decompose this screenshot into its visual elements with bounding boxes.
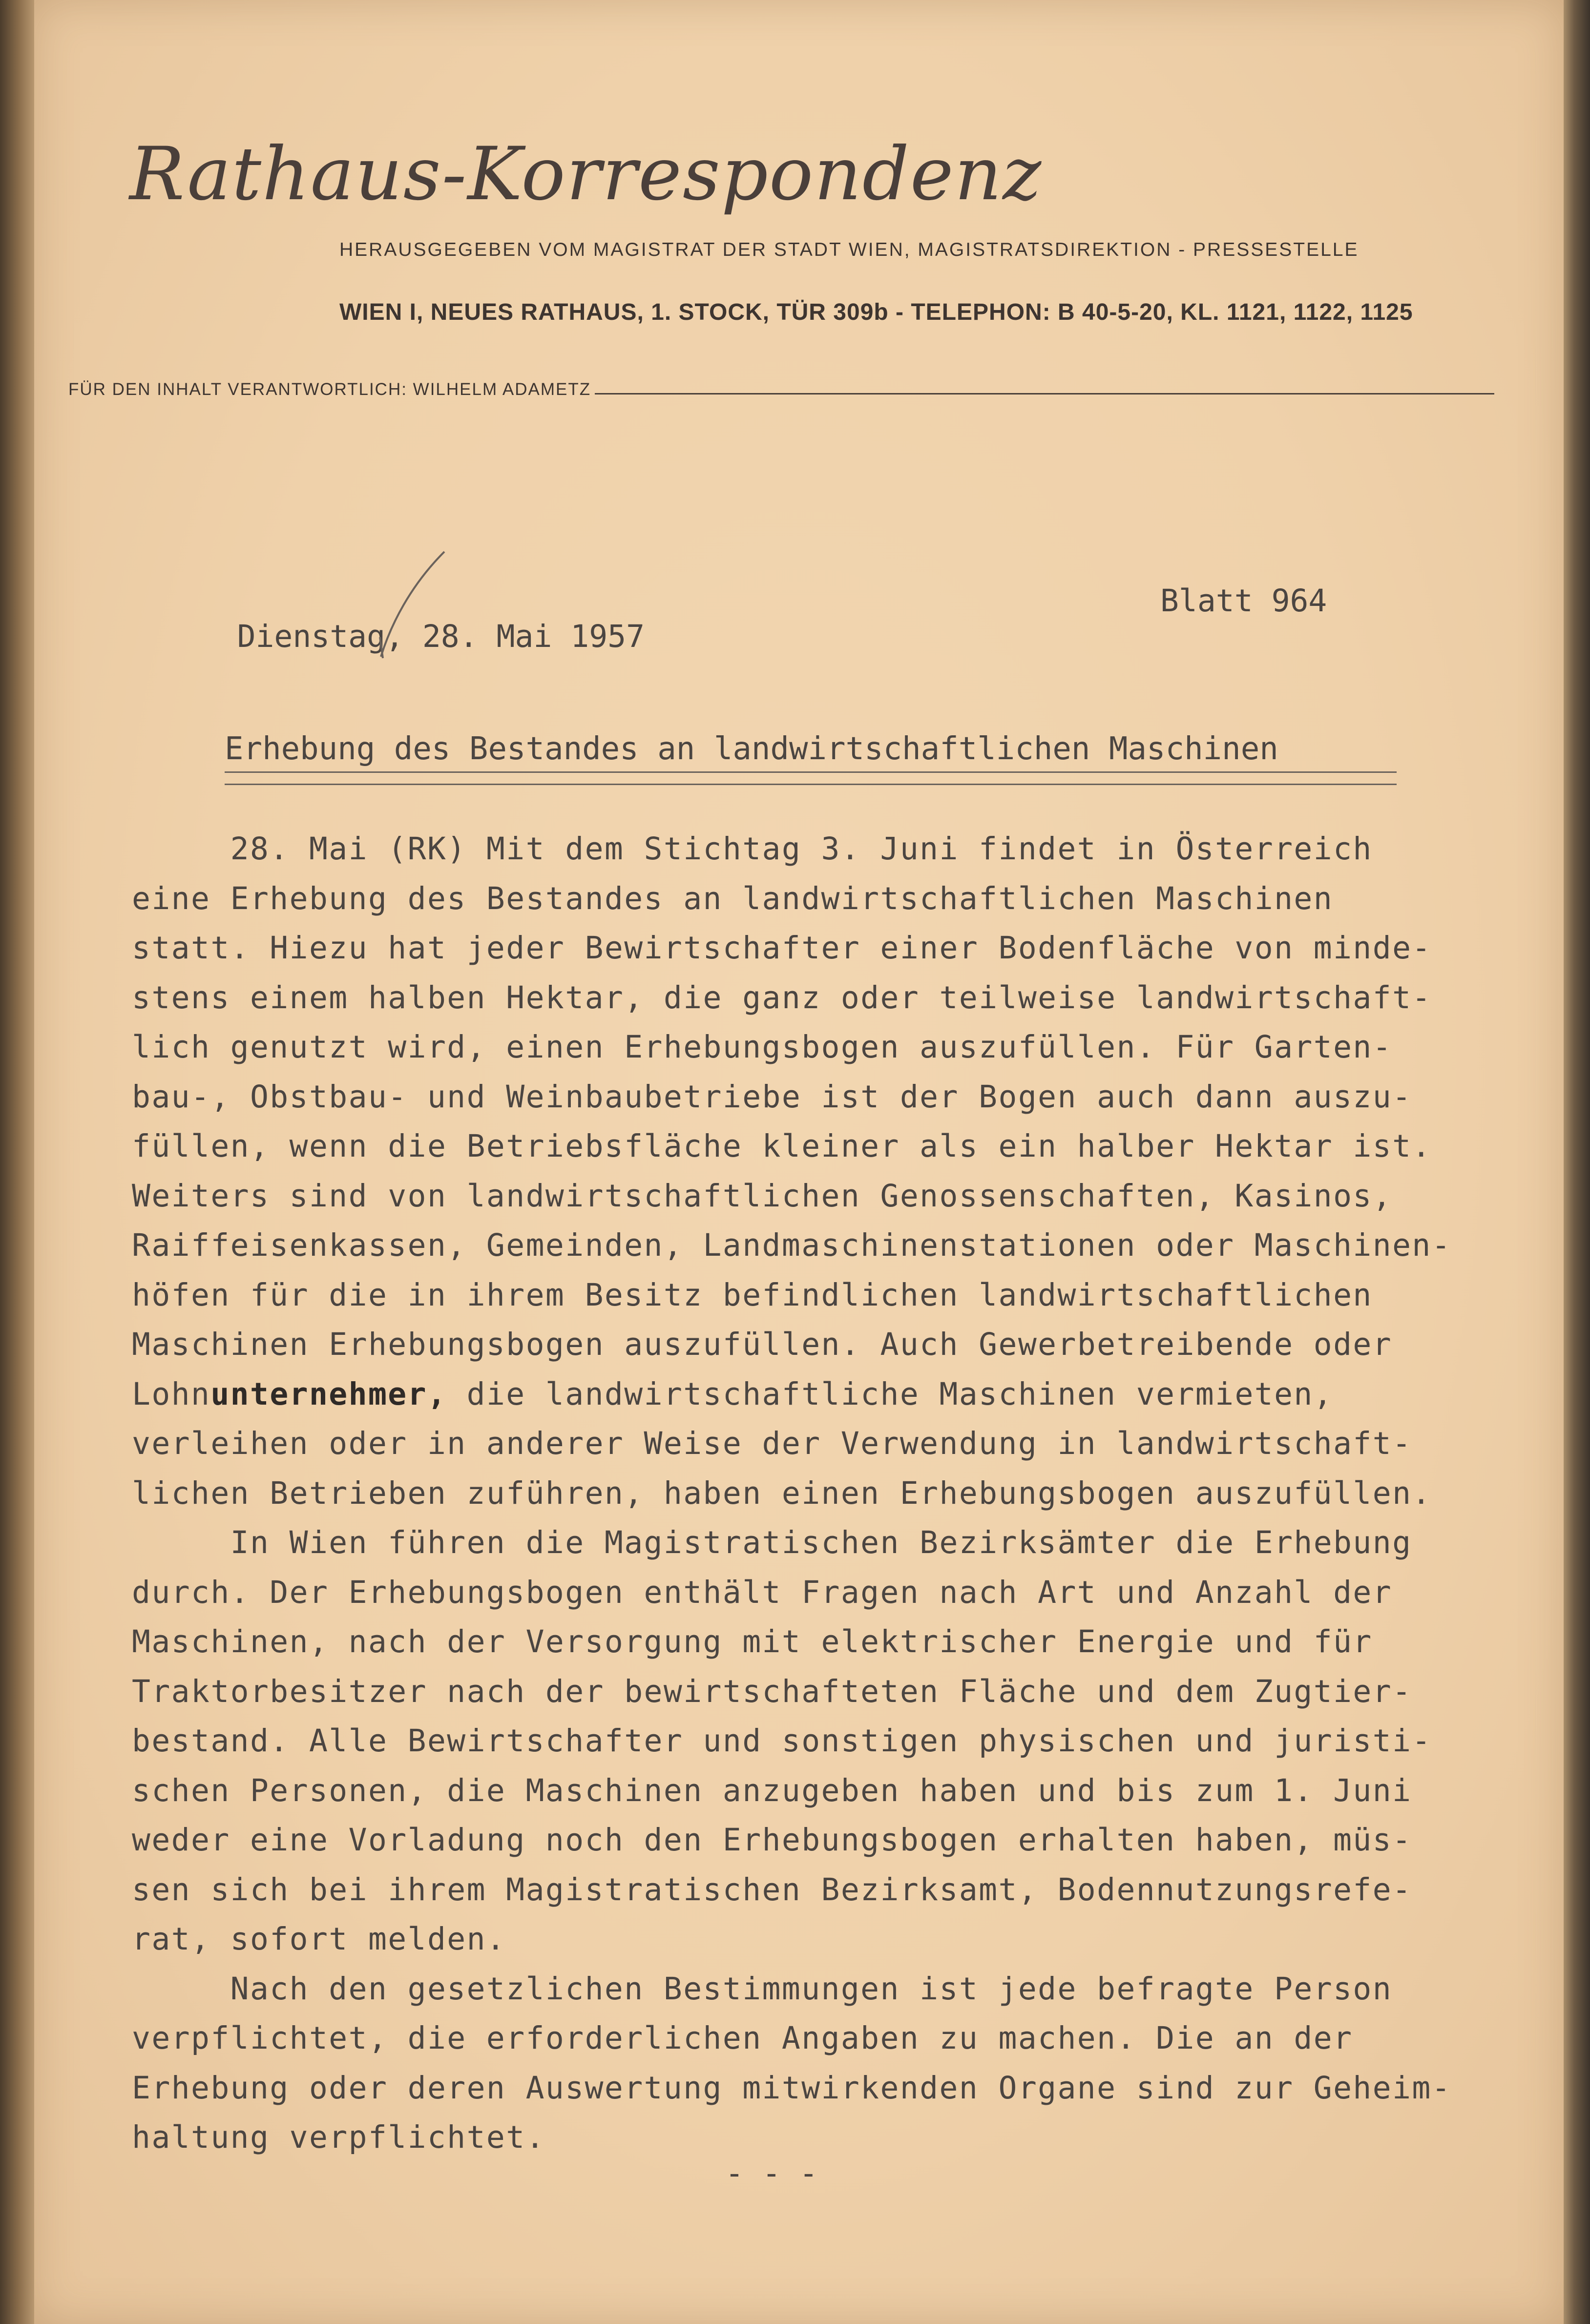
body-line: durch. Der Erhebungsbogen enthält Fragen nach Art und Anzahl der bbox=[132, 1574, 1393, 1610]
body-line: 28. Mai (RK) Mit dem Stichtag 3. Juni findet in Österreich bbox=[132, 831, 1373, 867]
body-line: Nach den gesetzlichen Bestimmungen ist jede befragte Person bbox=[132, 1971, 1393, 2007]
document-page bbox=[34, 0, 1564, 2324]
body-line: In Wien führen die Magistratischen Bezirksämter die Erhebung bbox=[132, 1525, 1412, 1560]
body-line: Traktorbesitzer nach der bewirtschafteten Fläche und dem Zugtier- bbox=[132, 1673, 1412, 1709]
body-line: verpflichtet, die erforderlichen Angaben zu machen. Die an der bbox=[132, 2020, 1353, 2056]
body-line: weder eine Vorladung noch den Erhebungsbogen erhalten haben, müs- bbox=[132, 1822, 1412, 1858]
book-spine bbox=[0, 0, 34, 2324]
publisher-line: HERAUSGEGEBEN VOM MAGISTRAT DER STADT WIEN, MAGISTRATSDIREKTION - PRESSESTELLE bbox=[339, 239, 1359, 260]
address-line: WIEN I, NEUES RATHAUS, 1. STOCK, TÜR 309b - TELEPHON: B 40-5-20, KL. 1121, 1122, 1125 bbox=[339, 299, 1413, 325]
sheet-number: Blatt 964 bbox=[1160, 583, 1327, 619]
body-line: Weiters sind von landwirtschaftlichen Genossenschaften, Kasinos, bbox=[132, 1178, 1393, 1214]
dateline bbox=[126, 583, 1484, 726]
lohn-prefix: Lohn bbox=[132, 1376, 211, 1412]
article-title: Erhebung des Bestandes an landwirtschaftlichen Maschinen bbox=[225, 731, 1278, 767]
responsible-rule bbox=[595, 393, 1494, 394]
body-line: Maschinen Erhebungsbogen auszufüllen. Auch Gewerbetreibende oder bbox=[132, 1327, 1393, 1362]
body-line: höfen für die in ihrem Besitz befindlichen landwirtschaftlichen bbox=[132, 1277, 1373, 1313]
body-line: stens einem halben Hektar, die ganz oder teilweise landwirtschaft- bbox=[132, 979, 1432, 1016]
article-body bbox=[132, 824, 1509, 2162]
page-edge-shadow bbox=[1564, 0, 1590, 2324]
pencil-checkmark-icon bbox=[371, 542, 469, 664]
body-line: schen Personen, die Maschinen anzugeben haben und bis zum 1. Juni bbox=[132, 1772, 1412, 1808]
responsible-row bbox=[68, 370, 1494, 399]
body-line: lich genutzt wird, einen Erhebungsbogen auszufüllen. Für Garten- bbox=[132, 1029, 1393, 1065]
responsible-label: FÜR DEN INHALT VERANTWORTLICH: WILHELM ADAMETZ bbox=[68, 380, 591, 399]
body-line: sen sich bei ihrem Magistratischen Bezirksamt, Bodennutzungsrefe- bbox=[132, 1871, 1412, 1908]
lohn-rest: die landwirtschaftliche Maschinen vermieten, bbox=[447, 1376, 1334, 1412]
body-line: statt. Hiezu hat jeder Bewirtschafter einer Bodenfläche von minde- bbox=[132, 930, 1432, 966]
body-line: eine Erhebung des Bestandes an landwirtschaftlichen Maschinen bbox=[132, 880, 1334, 916]
body-line: bau-, Obstbau- und Weinbaubetriebe ist der Bogen auch dann auszu- bbox=[132, 1079, 1412, 1115]
body-line: verleihen oder in anderer Weise der Verwendung in landwirtschaft- bbox=[132, 1426, 1412, 1461]
body-line: bestand. Alle Bewirtschafter und sonstigen physischen und juristi- bbox=[132, 1723, 1432, 1759]
bold-unternehmer: unternehmer, bbox=[210, 1376, 447, 1412]
body-line: Erhebung oder deren Auswertung mitwirkenden Organe sind zur Geheim- bbox=[132, 2070, 1452, 2106]
body-line: füllen, wenn die Betriebsfläche kleiner als ein halber Hektar ist. bbox=[132, 1128, 1432, 1164]
masthead-title: Rathaus-Korrespondenz bbox=[129, 132, 1043, 217]
body-line: Raiffeisenkassen, Gemeinden, Landmaschinenstationen oder Maschinen- bbox=[132, 1227, 1452, 1263]
title-double-underline bbox=[225, 771, 1397, 785]
body-line-lohnunternehmer bbox=[132, 1370, 1509, 1419]
body-line: rat, sofort melden. bbox=[132, 1921, 506, 1957]
body-line: lichen Betrieben zuführen, haben einen Erhebungsbogen auszufüllen. bbox=[132, 1475, 1432, 1511]
body-line: haltung verpflichtet. bbox=[132, 2119, 545, 2155]
body-line: Maschinen, nach der Versorgung mit elektrischer Energie und für bbox=[132, 1624, 1373, 1660]
date-text: Dienstag, 28. Mai 1957 bbox=[237, 619, 645, 654]
end-mark: - - - bbox=[725, 2156, 818, 2191]
